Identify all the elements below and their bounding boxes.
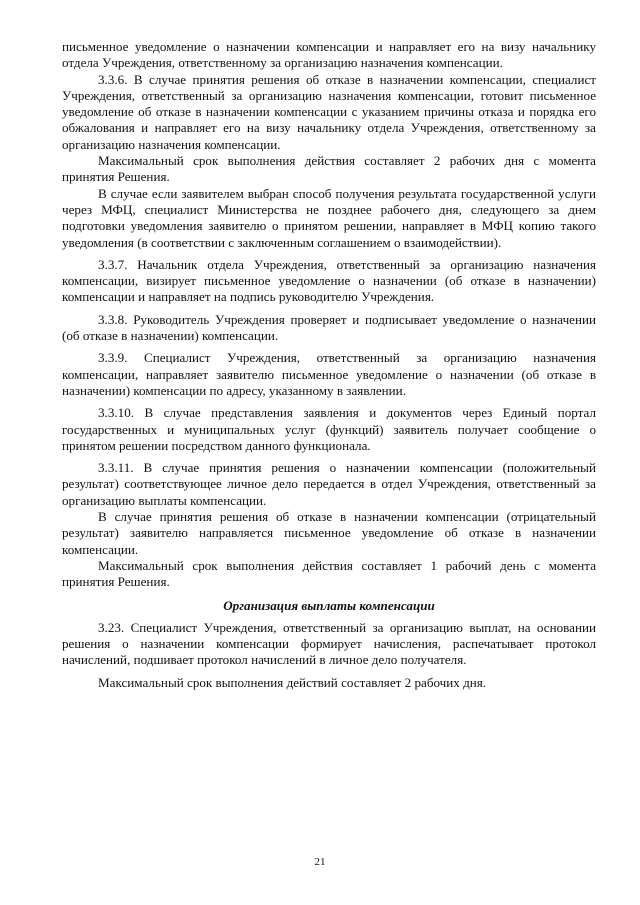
page-number: 21	[314, 856, 326, 868]
paragraph: Максимальный срок выполнения действий составляет 2 рабочих дня.	[98, 674, 487, 690]
paragraph: В случае принятия решения об отказе в назначении компенсации (отрицательный результат) заявителю направляется письменное уведомление об отказе в назначении компенсации.	[62, 509, 596, 557]
paragraph: В случае если заявителем выбран способ получения результата государственной услуги через МФЦ, специалист Министерства не позднее рабочего дня, следующего за днем подготовки уведомления заявителю о принятом решении, направляет в МФЦ копию такого уведомления (в соответствии с заключенным соглашением о взаимодействии).	[62, 185, 596, 250]
paragraph: 3.23. Специалист Учреждения, ответственный за организацию выплат, на основании решения о назначении компенсации формирует начисления, распечатывает протокол начислений, подшивает протокол начислений в личное дело получателя.	[62, 619, 596, 668]
paragraph: 3.3.10. В случае представления заявления и документов через Единый портал государственных и муниципальных услуг (функций) заявитель получает сообщение о принятом решении посредством данного функционала.	[62, 405, 596, 453]
paragraph: письменное уведомление о назначении компенсации и направляет его на визу начальнику отдела Учреждения, ответственному за организацию назначения компенсации.	[62, 39, 596, 71]
paragraph: Максимальный срок выполнения действия составляет 1 рабочий день с момента принятия Решения.	[62, 557, 596, 590]
paragraph: 3.3.8. Руководитель Учреждения проверяет и подписывает уведомление о назначении (об отказе в назначении) компенсации.	[62, 311, 596, 344]
paragraph: Максимальный срок выполнения действия составляет 2 рабочих дня с момента принятия Решения.	[62, 153, 596, 185]
document-body	[62, 39, 596, 691]
paragraph: 3.3.9. Специалист Учреждения, ответственный за организацию назначения компенсации, направляет заявителю письменное уведомление о назначении (об отказе в назначении) компенсации по адресу, указанному в заявлении.	[62, 350, 596, 398]
paragraph: 3.3.11. В случае принятия решения о назначении компенсации (положительный результат) соответствующее личное дело передается в отдел Учреждения, ответственный за организацию выплаты компенсации.	[62, 460, 596, 508]
paragraph: 3.3.7. Начальник отдела Учреждения, ответственный за организацию назначения компенсации, визирует письменное уведомление о назначении (об отказе в назначении) компенсации и направляет на подпись руководителю Учреждения.	[62, 256, 596, 305]
paragraph: 3.3.6. В случае принятия решения об отказе в назначении компенсации, специалист Учреждения, ответственный за организацию назначения компенсации, готовит письменное уведомление об отказе в назначении компенсации с указанием причины отказа и порядка его обжалования и направляет его на визу начальнику отдела Учреждения, ответственному за организацию назначения компенсации.	[62, 71, 596, 152]
section-heading: Организация выплаты компенсации	[223, 597, 435, 613]
